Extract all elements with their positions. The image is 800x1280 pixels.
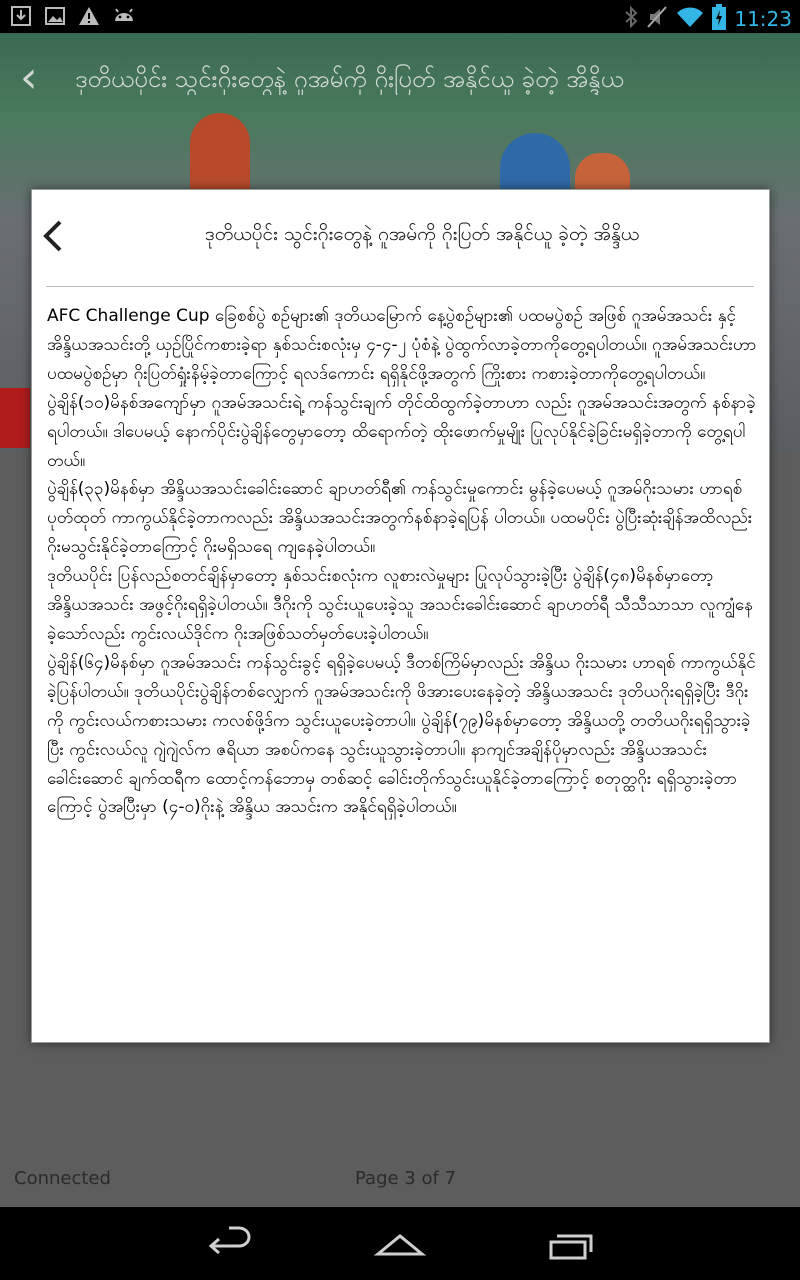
article-dialog [31, 189, 770, 1043]
recents-icon[interactable] [541, 1224, 601, 1264]
article-paragraph: AFC Challenge Cup ခြေစစ်ပွဲ စဉ်များ၏ ဒုတိယမြောက် နေ့ပွဲစဉ်များ၏ ပထမပွဲစဉ် အဖြစ် ဂူအမ်အသင်း နှင့် အိန္ဒိယအသင်းတို့ ယှဉ်ပြိုင်ကစားခဲ့ရာ နှစ်သင်းစလုံးမှ ၄-၄-၂ ပုံစံနဲ့ ပွဲထွက်လာခဲ့တာကိုတွေ့ရပါတယ်။ ဂူအမ်အသင်းဟာ ပထမပွဲစဉ်မှာ ဂိုးပြတ်ရှုံးနိမ့်ခဲ့တာကြောင့် ရလဒ်ကောင်း ရရှိနိုင်ဖို့အတွက် ကြိုးစား ကစားခဲ့တာကိုတွေ့ရပါတယ်။ [47, 306, 757, 384]
home-icon[interactable] [370, 1224, 430, 1264]
system-icons [624, 4, 792, 34]
bluetooth-icon [624, 5, 638, 33]
dialog-title: ဒုတိယပိုင်း သွင်းဂိုးတွေနဲ့ ဂူအမ်ကို ဂိုးပြတ် အနိုင်ယူ ခဲ့တဲ့ အိန္ဒိယ [204, 223, 640, 245]
warning-icon [78, 5, 100, 27]
page-indicator: Page 3 of 7 [355, 1168, 456, 1189]
article-paragraph: ပွဲချိန်(၆၄)မိနစ်မှာ ဂူအမ်အသင်း ကန်သွင်းခွင့် ရရှိခဲ့ပေမယ့် ဒီတစ်ကြိမ်မှာလည်း အိန္ဒိယ ဂိုးသမား ဟာရစ် ကာကွယ်နိုင်ခဲ့ပြန်ပါတယ်။ ဒုတိယပိုင်းပွဲချိန်တစ်လျှောက် ဂူအမ်အသင်းကို ဖိအားပေးနေခဲ့တဲ့ အိန္ဒိယအသင်း ဒုတိယဂိုးရရှိခဲ့ပြီး ဒီဂိုးကို ကွင်းလယ်ကစားသမား ကလစ်ဖို့ဒ်က သွင်းယူပေးခဲ့တာပါ။ ပွဲချိန်(၇၉)မိနစ်မှာတော့ အိန္ဒိယတို့ တတိယဂိုးရရှိသွားခဲ့ပြီး ကွင်းလယ်လူ ဂျဲဂျဲလ်က ဇရိယာ အစပ်ကနေ သွင်းယူသွားခဲ့တာပါ။ နာကျင်အချိန်ပိုမှာလည်း အိန္ဒိယအသင်းခေါင်းဆောင် ချက်ထရီက ထောင့်ကန်ဘောမှ တစ်ဆင့် ခေါင်းတိုက်သွင်းယူနိုင်ခဲ့တာကြောင့် စတုတ္ထဂိုး ရရှိသွားခဲ့တာကြောင့် ပွဲအပြီးမှာ (၄-၀)ဂိုးနဲ့ အိန္ဒိယ အသင်းက အနိုင်ရရှိခဲ့ပါတယ်။ [47, 652, 756, 818]
connection-status: Connected [14, 1168, 111, 1189]
footer-bar [0, 1158, 800, 1203]
chevron-left-icon[interactable]: ‹ [20, 52, 38, 103]
android-icon [112, 5, 134, 27]
mute-icon [646, 5, 668, 33]
article-body [47, 302, 759, 822]
status-bar [0, 0, 800, 33]
back-icon[interactable] [199, 1224, 259, 1264]
chevron-left-icon[interactable] [40, 216, 70, 260]
divider [46, 286, 754, 287]
article-paragraph: ပွဲချိန်(၃၃)မိနစ်မှာ အိန္ဒိယအသင်းခေါင်းဆောင် ချာဟတ်ရီ၏ ကန်သွင်းမှုကောင်း မွန်ခဲ့ပေမယ့် ဂူအမ်ဂိုးသမား ဟာရစ် ပုတ်ထုတ် ကာကွယ်နိုင်ခဲ့တာကလည်း အိန္ဒိယအသင်းအတွက်နစ်နာခဲ့ရပြန် ပါတယ်။ ပထမပိုင်း ပွဲပြီးဆုံးချိန်အထိလည်း ဂိုးမသွင်းနိုင်ခဲ့တာကြောင့် ဂိုးမရှိသရေ ကျနေခဲ့ပါတယ်။ [47, 479, 753, 558]
navigation-bar [0, 1207, 800, 1280]
background-title: ဒုတိယပိုင်း သွင်းဂိုးတွေနဲ့ ဂူအမ်ကို ဂိုးပြတ် အနိုင်ယူ ခဲ့တဲ့ အိန္ဒိယ [75, 65, 624, 93]
article-paragraph: ဒုတိယပိုင်း ပြန်လည်စတင်ချိန်မှာတော့ နှစ်သင်းစလုံးက လူစားလဲမှုများ ပြုလုပ်သွားခဲ့ပြီး ပွဲချိန်(၄၈)မိနစ်မှာတော့ အိန္ဒိယအသင်း အဖွင့်ဂိုးရရှိခဲ့ပါတယ်။ ဒီဂိုးကို သွင်းယူပေးခဲ့သူ အသင်းခေါင်းဆောင် ချာဟတ်ရီ သီသီသာသာ လူကျွံနေခဲ့သော်လည်း ကွင်းလယ်ဒိုင်က ဂိုးအဖြစ်သတ်မှတ်ပေးခဲ့ပါတယ်။ [47, 566, 753, 644]
notification-icons [10, 5, 134, 27]
download-icon [10, 5, 32, 27]
article-paragraph: ပွဲချိန်(၁၀)မိနစ်အကျော်မှာ ဂူအမ်အသင်းရဲ့ ကန်သွင်းချက် တိုင်ထိထွက်ခဲ့တာဟာ လည်း ဂူအမ်အသင်းအတွက် နစ်နာခဲ့ရပါတယ်။ ဒါပေမယ့် နောက်ပိုင်းပွဲချိန်တွေမှာတော့ ထိရောက်တဲ့ ထိုးဖောက်မှုမျိုး ပြုလုပ်နိုင်ခဲ့ခြင်းမရှိခဲ့တာကို တွေ့ရပါတယ်။ [47, 392, 756, 471]
wifi-icon [676, 5, 704, 33]
image-icon [44, 5, 66, 27]
status-time: 11:23 [734, 7, 792, 31]
battery-icon [712, 4, 726, 34]
